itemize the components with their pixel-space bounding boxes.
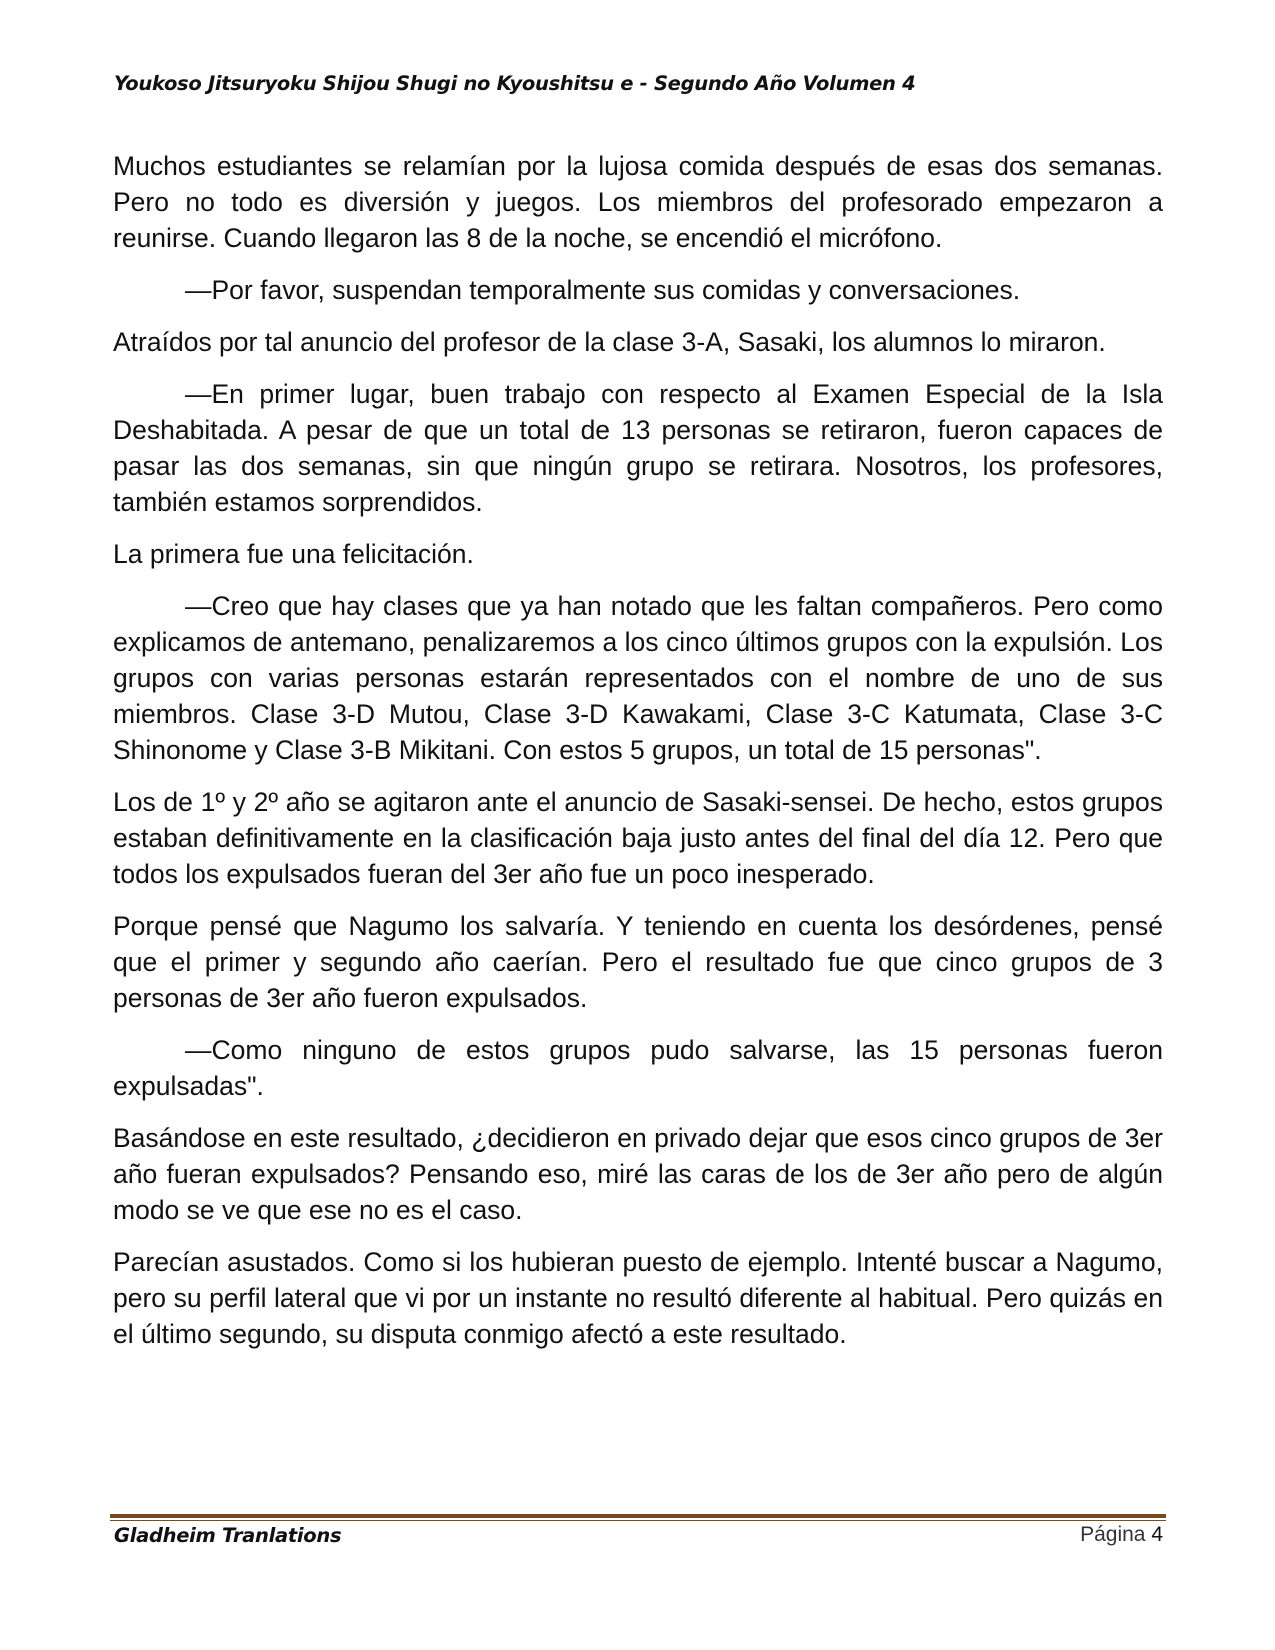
paragraph: Basándose en este resultado, ¿decidieron en privado dejar que esos cinco grupos de 3er año fueran expulsados? Pensando eso, miré las caras de los de 3er año pero de algún modo se ve que ese no es el caso. xyxy=(113,1123,1163,1225)
body-text xyxy=(113,148,1163,1368)
footer-divider-thin xyxy=(110,1520,1166,1521)
page-number: 4 xyxy=(1151,1523,1163,1546)
page-number-block xyxy=(1080,1523,1163,1547)
dialogue-paragraph: —En primer lugar, buen trabajo con respecto al Examen Especial de la Isla Deshabitada. A pesar de que un total de 13 personas se retiraron, fueron capaces de pasar las dos semanas, sin que ningún grupo se retirara. Nosotros, los profesores, también estamos sorprendidos. xyxy=(113,379,1163,517)
dialogue-paragraph: —Como ninguno de estos grupos pudo salvarse, las 15 personas fueron expulsadas". xyxy=(113,1035,1163,1101)
paragraph: Muchos estudiantes se relamían por la lujosa comida después de esas dos semanas. Pero no todo es diversión y juegos. Los miembros del profesorado empezaron a reunirse. Cuando llegaron las 8 de la noche, se encendió el micrófono. xyxy=(113,151,1163,253)
footer-divider-thick xyxy=(110,1514,1166,1518)
paragraph: La primera fue una felicitación. xyxy=(113,539,474,569)
paragraph: Porque pensé que Nagumo los salvaría. Y teniendo en cuenta los desórdenes, pensé que el primer y segundo año caerían. Pero el resultado fue que cinco grupos de 3 personas de 3er año fueron expulsados. xyxy=(113,911,1163,1013)
page-label: Página xyxy=(1080,1523,1146,1546)
paragraph: Los de 1º y 2º año se agitaron ante el anuncio de Sasaki-sensei. De hecho, estos grupos estaban definitivamente en la clasificación baja justo antes del final del día 12. Pero que todos los expulsados fueran del 3er año fue un poco inesperado. xyxy=(113,787,1163,889)
footer-credit: Gladheim Tranlations xyxy=(114,1524,342,1547)
paragraph: Atraídos por tal anuncio del profesor de la clase 3-A, Sasaki, los alumnos lo miraron. xyxy=(113,327,1106,357)
dialogue-paragraph: —Por favor, suspendan temporalmente sus comidas y conversaciones. xyxy=(185,275,1021,305)
running-header: Youkoso Jitsuryoku Shijou Shugi no Kyoushitsu e - Segundo Año Volumen 4 xyxy=(114,72,916,95)
paragraph: Parecían asustados. Como si los hubieran puesto de ejemplo. Intenté buscar a Nagumo, pero su perfil lateral que vi por un instante no resultó diferente al habitual. Pero quizás en el último segundo, su disputa conmigo afectó a este resultado. xyxy=(113,1247,1163,1349)
dialogue-paragraph: —Creo que hay clases que ya han notado que les faltan compañeros. Pero como explicamos de antemano, penalizaremos a los cinco últimos grupos con la expulsión. Los grupos con varias personas estarán representados con el nombre de uno de sus miembros. Clase 3-D Mutou, Clase 3-D Kawakami, Clase 3-C Katumata, Clase 3-C Shinonome y Clase 3-B Mikitani. Con estos 5 grupos, un total de 15 personas". xyxy=(113,591,1163,765)
